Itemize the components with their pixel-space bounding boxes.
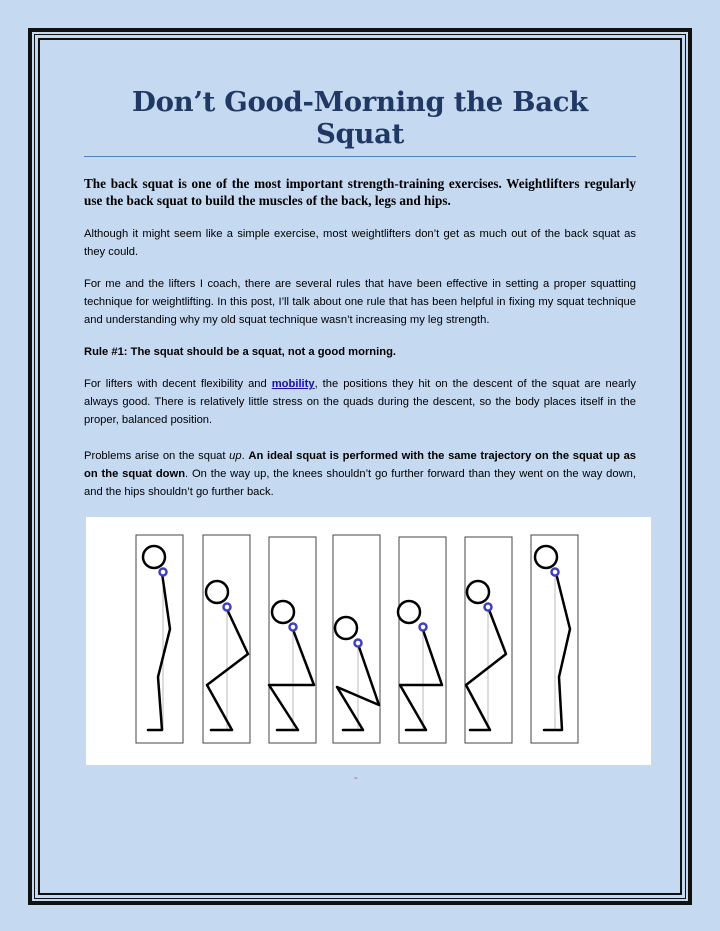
article-title: Don’t Good-Morning the Back Squat [84, 86, 636, 157]
bar-marker-3 [290, 624, 297, 631]
rule-heading: Rule #1: The squat should be a squat, not a good morning. [84, 346, 397, 358]
squat-stick-figures [86, 517, 651, 765]
paragraph-4-italic: up [229, 450, 242, 462]
paragraph-4-bold: An ideal squat is performed with the same trajectory on the squat up as on the squat down [84, 450, 637, 480]
bar-marker-7 [552, 569, 559, 576]
mobility-link[interactable]: mobility [271, 378, 315, 390]
paragraph-4-text-3: . On the way up, the knees shouldn’t go further forward than they went on the way down, and the hips shouldn’t go further back. [84, 468, 636, 498]
paragraph-3 [84, 375, 636, 429]
paragraph-4-text-1: Problems arise on the squat [84, 450, 230, 462]
paragraph-3-text-after: , the positions they hit on the descent of the squat are nearly always good. There is relatively little stress on the quads during the descent, so the body places itself in the proper, balanced position. [84, 378, 636, 426]
bar-marker-5 [420, 624, 427, 631]
stick-figure-bottom [335, 617, 379, 730]
bar-marker-1 [160, 569, 167, 576]
lead-paragraph: The back squat is one of the most important strength-training exercises. Weightlifters regularly use the back squat to build the muscles of the back, legs and hips. [84, 176, 636, 208]
paragraph-3-text-before: For lifters with decent flexibility and [84, 378, 272, 390]
bar-marker-6 [485, 604, 492, 611]
paragraph-1: Although it might seem like a simple exercise, most weightlifters don’t get as much out of the back squat as they could. [84, 228, 636, 258]
stick-figure-half-down [269, 601, 314, 730]
paragraph-4 [84, 447, 636, 501]
figure-caption: - [354, 772, 358, 784]
paragraph-2: For me and the lifters I coach, there are several rules that have been effective in setting a proper squatting technique for weightlifting. In this post, I’ll talk about one rule that has been helpful in fixing my squat technique and understanding why my old squat technique wasn’t increasing my leg strength. [84, 278, 636, 326]
bar-marker-2 [224, 604, 231, 611]
article [84, 86, 636, 501]
bar-marker-4 [355, 640, 362, 647]
stick-figure-half-up [398, 601, 442, 730]
squat-trajectory-figure [86, 517, 651, 765]
paragraph-4-text-2: . [241, 450, 249, 462]
